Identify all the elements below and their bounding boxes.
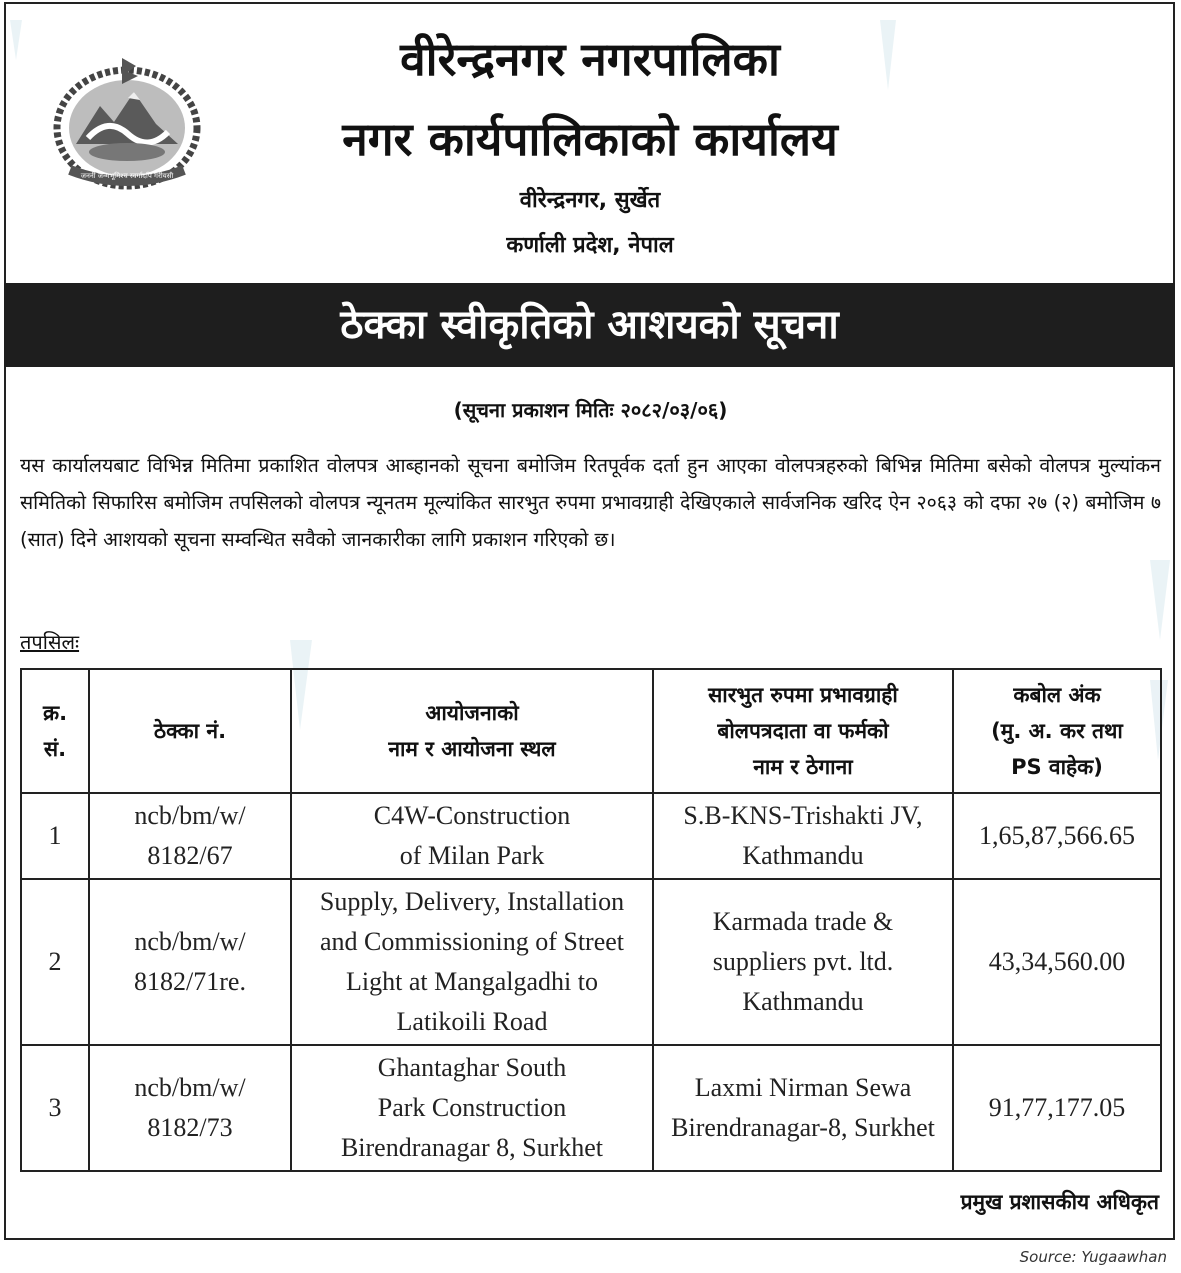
- notice-body: यस कार्यालयबाट विभिन्न मितिमा प्रकाशित वोलपत्र आब्हानको सूचना बमोजिम रितपूर्वक दर्ता हुन आएका वोलपत्रहरुको बिभिन्न मितिमा बसेको वोलपत्र मुल्यांकन समितिको सिफारिस बमोजिम तपसिलको वोलपत्र न्यूनतम मूल्यांकित सारभुत रुपमा प्रभावग्राही देखिएकाले सार्वजनिक खरिद ऐन २०६३ को दफा २७ (२) बमोजिम ७ (सात) दिने आशयको सूचना सम्वन्धित सवैको जानकारीका लागि प्रकाशन गरिएको छ।: [20, 454, 1161, 551]
- header-line: क्र.: [42, 701, 68, 725]
- municipality-name: वीरेन्द्रनगर नगरपालिका: [400, 32, 780, 86]
- signatory-title: प्रमुख प्रशासकीय अधिकृत: [960, 1190, 1159, 1214]
- office-name: नगर कार्यपालिकाको कार्यालय: [342, 112, 838, 166]
- header-amount: [953, 669, 1161, 793]
- cell-contract-no: [89, 879, 291, 1045]
- cell-line: Light at Mangalgadhi to: [345, 967, 598, 996]
- cell-project: [291, 793, 653, 879]
- cell-line: Birendranagar 8, Surkhet: [340, 1133, 604, 1162]
- emblem-motto: जननी जन्मभूमिश्च स्वर्गादपि गरीयसी: [80, 172, 174, 180]
- cell-contract-no: [89, 1045, 291, 1171]
- address-line-2: कर्णाली प्रदेश, नेपाल: [506, 233, 674, 258]
- cell-sn: 2: [21, 879, 89, 1045]
- cell-line: of Milan Park: [399, 841, 545, 870]
- table-row: [21, 879, 1161, 1045]
- cell-line: Latikoili Road: [396, 1007, 548, 1036]
- notice-title: ठेक्का स्वीकृतिको आशयको सूचना: [4, 283, 1175, 367]
- contracts-table: [20, 668, 1162, 1172]
- header-line: (मु. अ. कर तथा: [991, 719, 1123, 743]
- cell-line: Kathmandu: [742, 841, 864, 870]
- details-label: तपसिलः: [20, 630, 80, 654]
- header-line: नाम र आयोजना स्थल: [388, 737, 556, 761]
- cell-line: Kathmandu: [742, 987, 864, 1016]
- cell-amount: 91,77,177.05: [953, 1045, 1161, 1171]
- cell-project: [291, 1045, 653, 1171]
- header-line: कबोल अंक: [1013, 683, 1101, 707]
- table-row: [21, 1045, 1161, 1171]
- cell-project: [291, 879, 653, 1045]
- header-project: [291, 669, 653, 793]
- header-sn: [21, 669, 89, 793]
- publication-date: (सूचना प्रकाशन मितिः २०८२/०३/०६): [453, 398, 728, 422]
- address-line-1: वीरेन्द्रनगर, सुर्खेत: [519, 188, 661, 213]
- header-line: ठेक्का नं.: [153, 719, 227, 743]
- cell-line: and Commissioning of Street: [319, 927, 625, 956]
- table-row: [21, 793, 1161, 879]
- source-credit: Source: Yugaawhan: [1019, 1248, 1167, 1266]
- cell-bidder: [653, 793, 953, 879]
- cell-line: ncb/bm/w/: [134, 801, 246, 830]
- header-line: बोलपत्रदाता वा फर्मको: [717, 719, 889, 743]
- cell-line: ncb/bm/w/: [134, 927, 246, 956]
- header-line: सं.: [43, 737, 67, 761]
- government-emblem-icon: [48, 52, 206, 192]
- cell-bidder: [653, 879, 953, 1045]
- table-header-row: [21, 669, 1161, 793]
- header-bidder: [653, 669, 953, 793]
- cell-amount: 43,34,560.00: [953, 879, 1161, 1045]
- header-line: सारभुत रुपमा प्रभावग्राही: [708, 683, 898, 707]
- cell-line: Karmada trade &: [712, 907, 894, 936]
- cell-line: C4W-Construction: [373, 801, 571, 830]
- cell-contract-no: [89, 793, 291, 879]
- cell-bidder: [653, 1045, 953, 1171]
- cell-line: Ghantaghar South: [377, 1053, 567, 1082]
- cell-line: Laxmi Nirman Sewa: [694, 1073, 912, 1102]
- cell-line: S.B-KNS-Trishakti JV,: [683, 801, 923, 830]
- cell-sn: 1: [21, 793, 89, 879]
- cell-line: 8182/71re.: [134, 967, 246, 996]
- cell-line: Birendranagar-8, Surkhet: [671, 1113, 935, 1142]
- cell-line: Park Construction: [377, 1093, 567, 1122]
- cell-line: suppliers pvt. ltd.: [712, 947, 894, 976]
- cell-line: ncb/bm/w/: [134, 1073, 246, 1102]
- cell-amount: 1,65,87,566.65: [953, 793, 1161, 879]
- cell-line: 8182/67: [147, 841, 233, 870]
- header-contract-no: [89, 669, 291, 793]
- cell-line: 8182/73: [147, 1113, 233, 1142]
- cell-line: Supply, Delivery, Installation: [319, 887, 625, 916]
- header-line: नाम र ठेगाना: [753, 755, 853, 779]
- header-line: आयोजनाको: [425, 701, 519, 725]
- cell-sn: 3: [21, 1045, 89, 1171]
- header-line: PS वाहेक): [1011, 755, 1103, 779]
